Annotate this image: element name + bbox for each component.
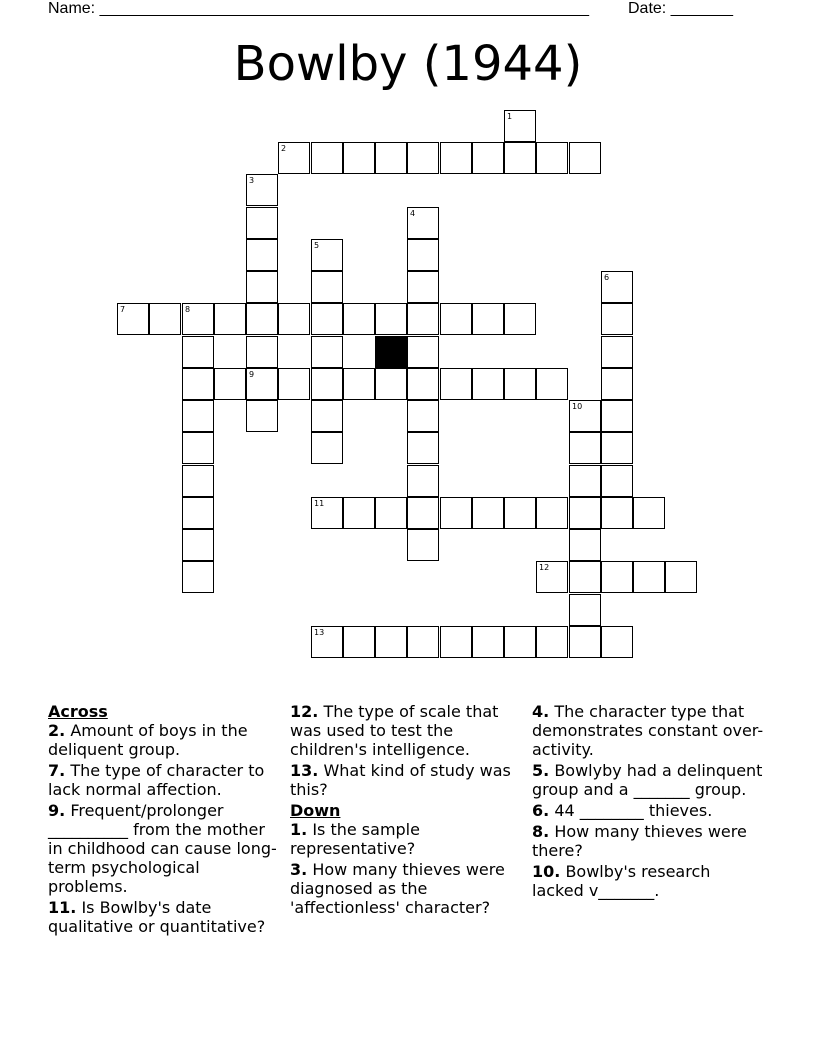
grid-cell[interactable] <box>504 368 536 400</box>
clue-across-9 <box>48 801 280 896</box>
grid-cell[interactable] <box>601 465 633 497</box>
grid-cell[interactable] <box>407 336 439 368</box>
grid-cell[interactable] <box>504 142 536 174</box>
clue-number: 7. <box>48 761 66 780</box>
grid-cell[interactable] <box>601 303 633 335</box>
grid-cell[interactable] <box>246 174 278 206</box>
clue-number: 13. <box>290 761 319 780</box>
grid-cell[interactable] <box>246 400 278 432</box>
grid-cell[interactable] <box>536 497 568 529</box>
grid-cell[interactable] <box>601 271 633 303</box>
grid-cell[interactable] <box>472 303 504 335</box>
grid-cell[interactable] <box>311 303 343 335</box>
grid-cell[interactable] <box>440 368 472 400</box>
grid-cell[interactable] <box>504 497 536 529</box>
grid-cell[interactable] <box>278 368 310 400</box>
grid-cell[interactable] <box>440 626 472 658</box>
grid-cell[interactable] <box>472 142 504 174</box>
grid-cell[interactable] <box>407 303 439 335</box>
grid-cell[interactable] <box>343 626 375 658</box>
clue-text: How many thieves were there? <box>532 822 747 860</box>
across-heading: Across <box>48 702 108 721</box>
grid-cell[interactable] <box>246 239 278 271</box>
clue-number-label: 13 <box>314 628 325 637</box>
grid-cell[interactable] <box>536 142 568 174</box>
grid-cell[interactable] <box>311 336 343 368</box>
grid-cell[interactable] <box>182 432 214 464</box>
grid-cell[interactable] <box>343 497 375 529</box>
grid-cell[interactable] <box>472 368 504 400</box>
grid-cell[interactable] <box>504 303 536 335</box>
grid-cell[interactable] <box>601 561 633 593</box>
clue-text: Is Bowlby's date qualitative or quantitative? <box>48 898 266 936</box>
grid-cell[interactable] <box>569 529 601 561</box>
clue-number: 8. <box>532 822 550 841</box>
clue-text: How many thieves were diagnosed as the 'affectionless' character? <box>290 860 505 917</box>
grid-cell[interactable] <box>311 432 343 464</box>
clue-number-label: 10 <box>572 402 583 411</box>
grid-cell[interactable] <box>407 626 439 658</box>
clue-text: The character type that demonstrates constant over-activity. <box>532 702 764 759</box>
grid-cell[interactable] <box>182 336 214 368</box>
clue-text: The type of scale that was used to test the children's intelligence. <box>290 702 499 759</box>
grid-cell[interactable] <box>375 303 407 335</box>
blocked-cell <box>375 336 407 368</box>
clue-number: 9. <box>48 801 66 820</box>
grid-cell[interactable] <box>601 626 633 658</box>
grid-cell[interactable] <box>246 271 278 303</box>
grid-cell[interactable] <box>407 271 439 303</box>
grid-cell[interactable] <box>311 271 343 303</box>
down-heading: Down <box>290 801 341 820</box>
clue-number-label: 11 <box>314 499 325 508</box>
clue-across-12 <box>290 702 522 759</box>
grid-cell[interactable] <box>311 239 343 271</box>
clue-number-label: 2 <box>281 144 287 153</box>
clue-number: 12. <box>290 702 319 721</box>
grid-cell[interactable] <box>278 142 310 174</box>
grid-cell[interactable] <box>182 368 214 400</box>
grid-cell[interactable] <box>182 303 214 335</box>
clue-number: 4. <box>532 702 550 721</box>
grid-cell[interactable] <box>407 400 439 432</box>
grid-cell[interactable] <box>665 561 697 593</box>
clue-number-label: 12 <box>539 563 550 572</box>
clue-number: 3. <box>290 860 308 879</box>
grid-cell[interactable] <box>440 142 472 174</box>
grid-cell[interactable] <box>343 368 375 400</box>
grid-cell[interactable] <box>375 626 407 658</box>
grid-cell[interactable] <box>375 497 407 529</box>
clue-number: 2. <box>48 721 66 740</box>
grid-cell[interactable] <box>407 497 439 529</box>
clue-down-1 <box>290 820 522 858</box>
grid-cell[interactable] <box>440 497 472 529</box>
clue-down-8 <box>532 822 764 860</box>
clue-text: Frequent/prolonger __________ from the mother in childhood can cause long-term psychological problems. <box>48 801 277 896</box>
clue-text: 44 ________ thieves. <box>554 801 713 820</box>
grid-cell[interactable] <box>569 400 601 432</box>
grid-cell[interactable] <box>440 303 472 335</box>
clues-column-3 <box>532 702 764 902</box>
grid-cell[interactable] <box>569 432 601 464</box>
clue-number-label: 1 <box>507 112 513 121</box>
clue-number-label: 9 <box>249 370 255 379</box>
grid-cell[interactable] <box>536 626 568 658</box>
grid-cell[interactable] <box>214 368 246 400</box>
clue-text: Is the sample representative? <box>290 820 420 858</box>
grid-cell[interactable] <box>472 497 504 529</box>
clue-number: 11. <box>48 898 77 917</box>
clue-text: Bowlby's research lacked v_______. <box>532 862 711 900</box>
grid-cell[interactable] <box>246 303 278 335</box>
clue-down-10 <box>532 862 764 900</box>
clue-number: 5. <box>532 761 550 780</box>
grid-cell[interactable] <box>569 465 601 497</box>
grid-cell[interactable] <box>407 207 439 239</box>
clue-down-4 <box>532 702 764 759</box>
clue-down-6 <box>532 801 764 820</box>
clues-column-1 <box>48 702 280 938</box>
grid-cell[interactable] <box>601 497 633 529</box>
grid-cell[interactable] <box>311 497 343 529</box>
clue-number-label: 3 <box>249 176 255 185</box>
grid-cell[interactable] <box>504 110 536 142</box>
clue-across-11 <box>48 898 280 936</box>
grid-cell[interactable] <box>472 626 504 658</box>
grid-cell[interactable] <box>407 142 439 174</box>
clue-number: 6. <box>532 801 550 820</box>
clue-number: 1. <box>290 820 308 839</box>
grid-cell[interactable] <box>182 497 214 529</box>
clue-number-label: 7 <box>120 305 126 314</box>
page-title: Bowlby (1944) <box>233 36 583 92</box>
date-field-label: Date: _______ <box>628 0 733 17</box>
grid-cell[interactable] <box>375 142 407 174</box>
grid-cell[interactable] <box>343 142 375 174</box>
grid-cell[interactable] <box>569 561 601 593</box>
grid-cell[interactable] <box>278 303 310 335</box>
grid-cell[interactable] <box>311 626 343 658</box>
grid-cell[interactable] <box>246 207 278 239</box>
grid-cell[interactable] <box>569 497 601 529</box>
grid-cell[interactable] <box>569 594 601 626</box>
grid-cell[interactable] <box>536 561 568 593</box>
clue-number-label: 5 <box>314 241 320 250</box>
grid-cell[interactable] <box>407 368 439 400</box>
name-field-label: Name: _______________________________________________________ <box>48 0 589 17</box>
grid-cell[interactable] <box>633 561 665 593</box>
grid-cell[interactable] <box>182 561 214 593</box>
clue-number-label: 8 <box>185 305 191 314</box>
clue-number-label: 4 <box>410 209 416 218</box>
grid-cell[interactable] <box>246 336 278 368</box>
grid-cell[interactable] <box>407 432 439 464</box>
grid-cell[interactable] <box>569 142 601 174</box>
grid-cell[interactable] <box>343 303 375 335</box>
clue-across-7 <box>48 761 280 799</box>
grid-cell[interactable] <box>182 400 214 432</box>
grid-cell[interactable] <box>601 368 633 400</box>
grid-cell[interactable] <box>601 400 633 432</box>
grid-cell[interactable] <box>536 368 568 400</box>
grid-cell[interactable] <box>117 303 149 335</box>
clue-number-label: 6 <box>604 273 610 282</box>
grid-cell[interactable] <box>311 142 343 174</box>
clue-text: The type of character to lack normal affection. <box>48 761 265 799</box>
grid-cell[interactable] <box>311 368 343 400</box>
grid-cell[interactable] <box>182 529 214 561</box>
grid-cell[interactable] <box>246 368 278 400</box>
clue-number: 10. <box>532 862 561 881</box>
clue-text: Amount of boys in the deliquent group. <box>48 721 248 759</box>
clue-down-5 <box>532 761 764 799</box>
clue-across-13 <box>290 761 522 799</box>
grid-cell[interactable] <box>569 626 601 658</box>
clue-across-2 <box>48 721 280 759</box>
grid-cell[interactable] <box>407 239 439 271</box>
grid-cell[interactable] <box>311 400 343 432</box>
grid-cell[interactable] <box>149 303 181 335</box>
grid-cell[interactable] <box>504 626 536 658</box>
grid-cell[interactable] <box>633 497 665 529</box>
grid-cell[interactable] <box>601 336 633 368</box>
grid-cell[interactable] <box>375 368 407 400</box>
clue-text: What kind of study was this? <box>290 761 511 799</box>
grid-cell[interactable] <box>601 432 633 464</box>
grid-cell[interactable] <box>407 529 439 561</box>
clue-text: Bowlyby had a delinquent group and a _______ group. <box>532 761 763 799</box>
grid-cell[interactable] <box>407 465 439 497</box>
grid-cell[interactable] <box>214 303 246 335</box>
clues-column-2 <box>290 702 522 919</box>
clue-down-3 <box>290 860 522 917</box>
grid-cell[interactable] <box>182 465 214 497</box>
